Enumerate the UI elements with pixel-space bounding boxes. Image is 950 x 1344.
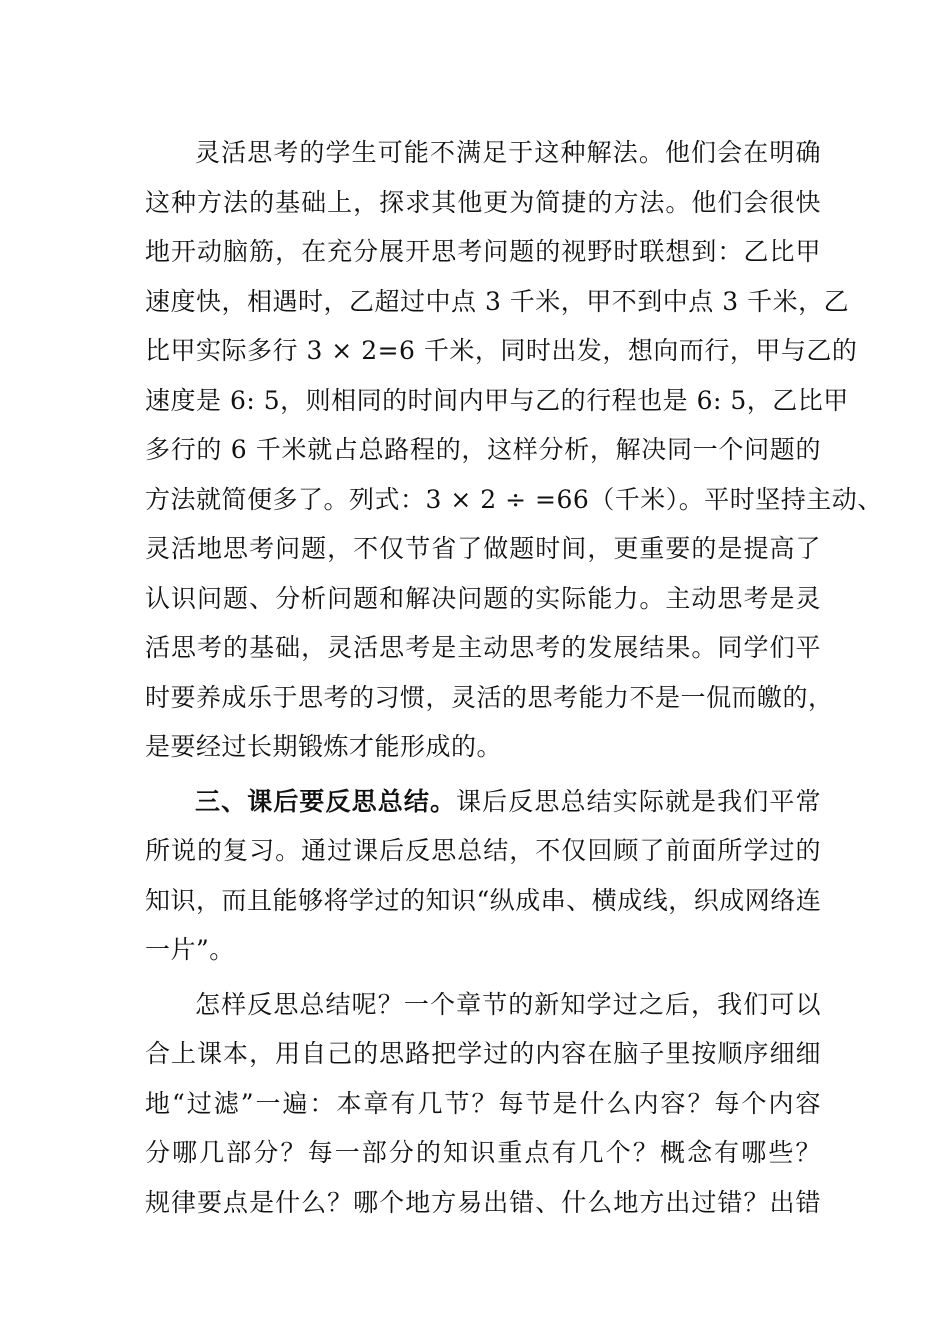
- text-line: 时要养成乐于思考的习惯，灵活的思考能力不是一侃而皦的，: [145, 682, 834, 712]
- text-line: 这种方法的基础上，探求其他更为简捷的方法。他们会很快: [145, 187, 821, 217]
- text-line: 所说的复习。通过课后反思总结，不仅回顾了前面所学过的: [145, 836, 821, 865]
- text-line: 灵活地思考问题，不仅节省了做题时间，更重要的是提高了: [145, 534, 821, 563]
- text-line: 知识，而且能够将学过的知识“纵成串、横成线，织成网络连: [145, 885, 822, 915]
- heading-line-rest: 课后反思总结实际就是我们平常: [456, 786, 821, 816]
- text-line: 规律要点是什么？哪个地方易出错、什么地方出过错？出错: [145, 1187, 821, 1217]
- paragraph-3: [145, 980, 821, 1228]
- text-line: 认识问题、分析问题和解决问题的实际能力。主动思考是灵: [145, 583, 821, 613]
- text-line: 灵活思考的学生可能不满足于这种解法。他们会在明确: [195, 138, 821, 167]
- text-line: 方法就简便多了。列式：3 × 2 ÷ =66（千米）。平时坚持主动、: [145, 484, 883, 514]
- paragraph-2: [145, 777, 821, 975]
- section-heading: 三、课后要反思总结。: [195, 786, 457, 816]
- text-line: 一片”。: [145, 935, 235, 964]
- text-line: 合上课本，用自己的思路把学过的内容在脑子里按顺序细细: [145, 1039, 821, 1068]
- text-line: 分哪几部分？每一部分的知识重点有几个？概念有哪些？: [145, 1138, 821, 1167]
- text-line: 速度是 6: 5，则相同的时间内甲与乙的行程也是 6: 5，乙比甲: [145, 385, 849, 415]
- text-line: [145, 777, 821, 827]
- text-line: 速度快，相遇时，乙超过中点 3 千米，甲不到中点 3 千米，乙: [145, 286, 850, 316]
- body-text: [145, 128, 883, 1227]
- text-line: 是要经过长期锻炼才能形成的。: [145, 732, 503, 761]
- text-line: 比甲实际多行 3 × 2=6 千米，同时出发，想向而行，甲与乙的: [145, 336, 858, 365]
- text-line: 多行的 6 千米就占总路程的，这样分析，解决同一个问题的: [145, 435, 821, 464]
- paragraph-1: [145, 128, 883, 772]
- text-line: 地开动脑筋，在充分展开思考问题的视野时联想到：乙比甲: [145, 237, 821, 266]
- text-line: 怎样反思总结呢？一个章节的新知学过之后，我们可以: [195, 989, 821, 1019]
- text-line: 活思考的基础，灵活思考是主动思考的发展结果。同学们平: [145, 633, 821, 662]
- text-line: 地“过滤”一遍：本章有几节？每节是什么内容？每个内容: [145, 1088, 821, 1118]
